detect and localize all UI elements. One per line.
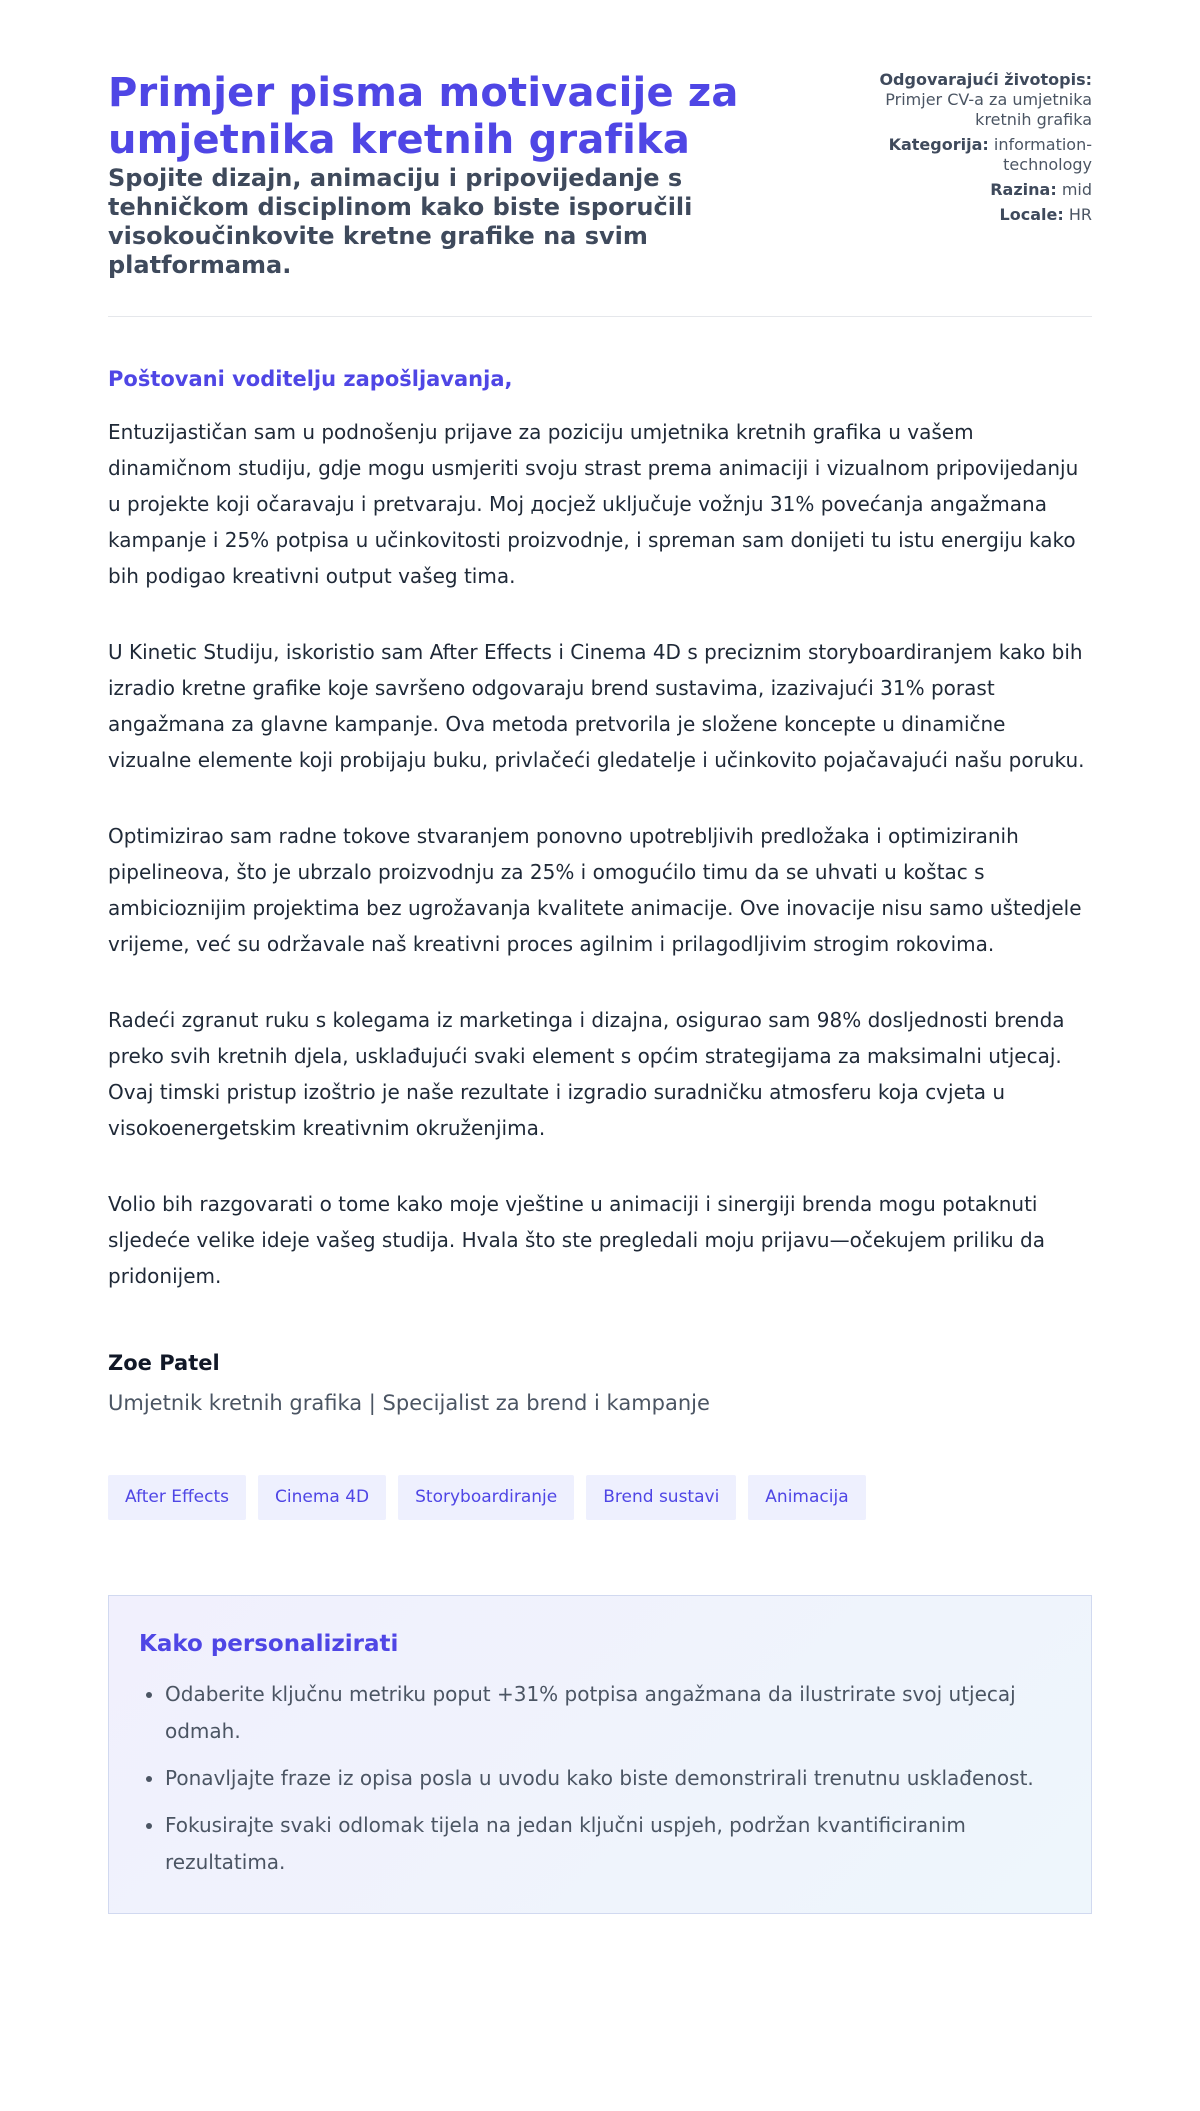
tip-item: • Odaberite ključnu metriku poput +31% potpisa angažmana da ilustrirate svoj utjecaj odmah. — [165, 1676, 1061, 1750]
page-header — [108, 70, 1092, 280]
meta-category-key: Kategorija: — [888, 135, 989, 154]
meta-locale-key: Locale: — [999, 205, 1064, 224]
meta-locale — [852, 205, 1092, 225]
letter-paragraph: Entuzijastičan sam u podnošenju prijave za poziciju umjetnika kretnih grafika u vašem dinamičnom studiju, gdje mogu usmjeriti svoju strast prema animaciji i vizualnom pripovijedanju u projekte koji očaravaju i pretvaraju. Moj досjež uključuje vožnju 31% povećanja angažmana kampanje i 25% potpisa u učinkovitosti proizvodnje, i spreman sam donijeti tu istu energiju kako bih podigao kreativni output vašeg tima. — [108, 420, 1079, 588]
header-titles — [108, 70, 758, 280]
meta-resume-value: Primjer CV-a za umjetnika kretnih grafika — [885, 90, 1092, 129]
tip-item: • Fokusirajte svaki odlomak tijela na jedan ključni uspjeh, podržan kvantificiranim rezultatima. — [165, 1807, 1061, 1881]
page-title: Primjer pisma motivacije za umjetnika kretnih grafika — [108, 70, 739, 163]
header-divider — [108, 316, 1092, 317]
tips-title: Kako personalizirati — [139, 1631, 399, 1657]
page-subtitle: Spojite dizajn, animaciju i pripovijedanje s tehničkom disciplinom kako biste isporučili visokoučinkovite kretne grafike na svim platformama. — [108, 164, 693, 279]
meta-level — [852, 180, 1092, 200]
letter-paragraph: Volio bih razgovarati o tome kako moje vještine u animaciji i sinergiji brenda mogu potaknuti sljedeće velike ideje vašeg studija. Hvala što ste pregledali moju prijavu—očekujem priliku da pridonijem. — [108, 1192, 1046, 1288]
meta-resume — [852, 70, 1092, 130]
signature-block — [108, 1350, 1092, 1416]
tips-list — [139, 1676, 1061, 1881]
meta-resume-key: Odgovarajući životopis: — [879, 70, 1092, 89]
meta-category-value: information-technology — [993, 135, 1092, 174]
skill-tag: Storyboardiranje — [398, 1475, 574, 1520]
signature-title: Umjetnik kretnih grafika | Specijalist za brend i kampanje — [108, 1391, 710, 1415]
skill-tag: Cinema 4D — [258, 1475, 386, 1520]
skill-tag: After Effects — [108, 1475, 246, 1520]
meta-locale-value: HR — [1068, 205, 1092, 224]
letter-paragraph: U Kinetic Studiju, iskoristio sam After Effects i Cinema 4D s preciznim storyboardiranjem kako bih izradio kretne grafike koje savršeno odgovaraju brend sustavima, izazivajući 31% porast angažmana za glavne kampanje. Ova metoda pretvorila je složene koncepte u dinamične vizualne elemente koji probijaju buku, privlačeći gledatelje i učinkovito pojačavajući našu poruku. — [108, 640, 1085, 772]
letter-salutation: Poštovani voditelju zapošljavanja, — [108, 367, 513, 391]
letter-paragraph: Radeći zgranut ruku s kolegama iz marketinga i dizajna, osigurao sam 98% dosljednosti brenda preko svih kretnih djela, usklađujući svaki element s općim strategijama za maksimalni utjecaj. Ovaj timski pristup izoštrio je naše rezultate i izgradio suradničku atmosferu koja cvjeta u visokoenergetskim kreativnim okruženjima. — [108, 1008, 1065, 1140]
letter-paragraph: Optimizirao sam radne tokove stvaranjem ponovno upotrebljivih predložaka i optimiziranih pipelineova, što je ubrzalo proizvodnju za 25% i omogućilo timu da se uhvati u koštac s ambicioznijim projektima bez ugrožavanja kvalitete animacije. Ove inovacije nisu samo uštedjele vrijeme, već su održavale naš kreativni proces agilnim i prilagodljivim strogim rokovima. — [108, 824, 1082, 956]
meta-category — [852, 135, 1092, 175]
meta-level-value: mid — [1061, 180, 1092, 199]
skill-tag: Brend sustavi — [586, 1475, 736, 1520]
meta-panel — [852, 70, 1092, 230]
signature-name: Zoe Patel — [108, 1351, 220, 1375]
personalization-tips — [108, 1595, 1092, 1914]
tip-item: • Ponavljajte fraze iz opisa posla u uvodu kako biste demonstrirali trenutnu usklađenost. — [165, 1760, 1061, 1797]
letter-body — [108, 414, 1092, 1294]
skill-tags — [108, 1475, 1092, 1520]
skill-tag: Animacija — [748, 1475, 865, 1520]
meta-level-key: Razina: — [990, 180, 1057, 199]
